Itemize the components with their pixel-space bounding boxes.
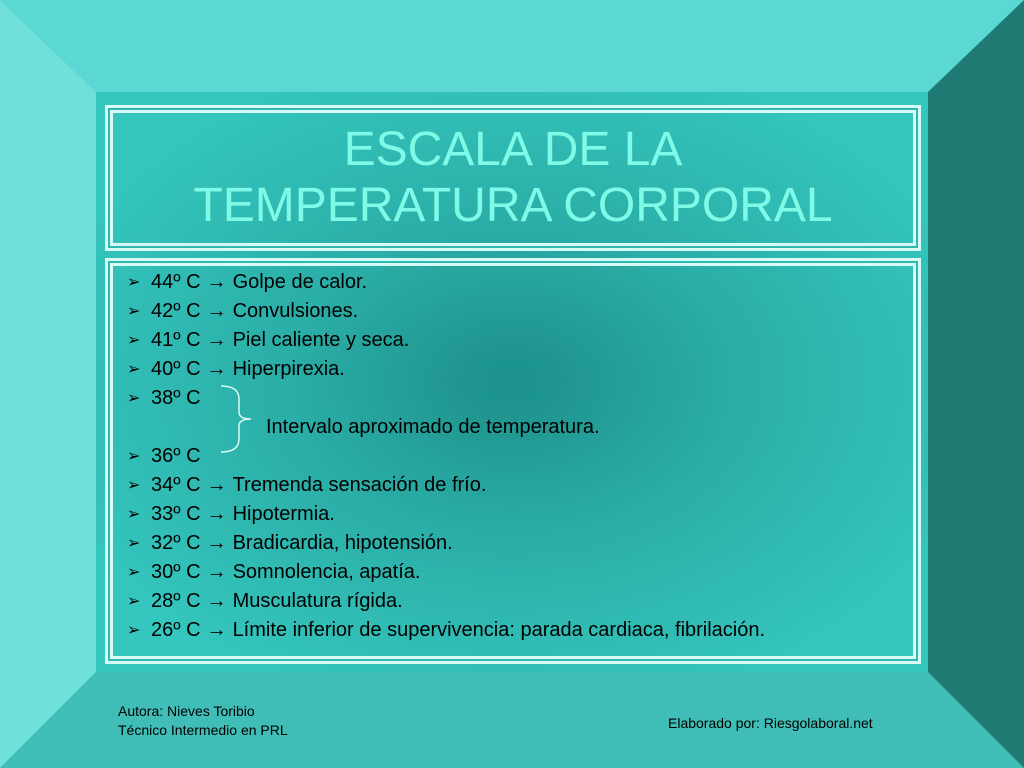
list-item: ➢ 33º C → Hipotermia. xyxy=(123,500,765,529)
author-name: Autora: Nieves Toribio xyxy=(118,703,255,719)
arrowhead-bullet-icon: ➢ xyxy=(127,535,141,552)
curly-brace-icon xyxy=(219,384,259,454)
arrowhead-bullet-icon: ➢ xyxy=(127,361,141,378)
arrowhead-bullet-icon: ➢ xyxy=(127,448,141,465)
page-title-line2: TEMPERATURA CORPORAL xyxy=(193,179,833,232)
arrowhead-bullet-icon: ➢ xyxy=(127,390,141,407)
list-item: ➢ 41º C → Piel caliente y seca. xyxy=(123,326,765,355)
list-item: ➢ 26º C → Límite inferior de supervivencia: parada cardiaca, fibrilación. xyxy=(123,616,765,645)
arrowhead-bullet-icon: ➢ xyxy=(127,564,141,581)
list-item: ➢ 40º C → Hiperpirexia. xyxy=(123,355,765,384)
list-item: ➢ 32º C → Bradicardia, hipotensión. xyxy=(123,529,765,558)
author-role: Técnico Intermedio en PRL xyxy=(118,722,288,738)
range-note: Intervalo aproximado de temperatura. xyxy=(266,416,600,438)
list-item: ➢ 44º C → Golpe de calor. xyxy=(123,268,765,297)
list-item: ➢ 34º C → Tremenda sensación de frío. xyxy=(123,471,765,500)
title-box xyxy=(110,110,916,246)
arrowhead-bullet-icon: ➢ xyxy=(127,477,141,494)
author-credit xyxy=(118,702,288,740)
arrowhead-bullet-icon: ➢ xyxy=(127,332,141,349)
temperature-list xyxy=(123,268,765,645)
arrowhead-bullet-icon: ➢ xyxy=(127,593,141,610)
list-item: ➢ 36º C xyxy=(123,442,765,471)
arrowhead-bullet-icon: ➢ xyxy=(127,622,141,639)
content-box xyxy=(110,263,916,659)
source-credit: Elaborado por: Riesgolaboral.net xyxy=(668,715,873,731)
page-title-line1: ESCALA DE LA xyxy=(343,123,683,176)
arrowhead-bullet-icon: ➢ xyxy=(127,274,141,291)
arrowhead-bullet-icon: ➢ xyxy=(127,303,141,320)
list-item: ➢ 38º C xyxy=(123,384,765,413)
list-item: ➢ 28º C → Musculatura rígida. xyxy=(123,587,765,616)
list-item: ➢ 30º C → Somnolencia, apatía. xyxy=(123,558,765,587)
arrowhead-bullet-icon: ➢ xyxy=(127,506,141,523)
list-item: ➢ 42º C → Convulsiones. xyxy=(123,297,765,326)
